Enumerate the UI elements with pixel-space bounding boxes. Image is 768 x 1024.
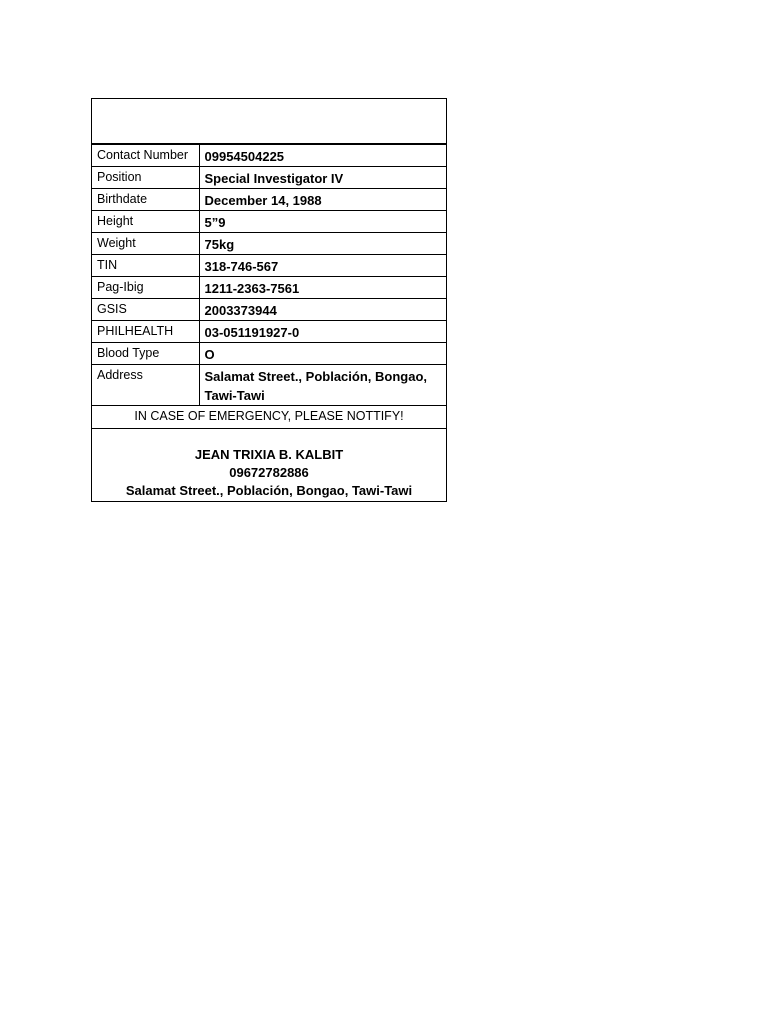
emergency-contact (92, 428, 446, 501)
address-label: Address (92, 365, 199, 406)
table-row (92, 255, 446, 277)
table-row (92, 189, 446, 211)
table-row (92, 321, 446, 343)
tin-value: 318-746-567 (199, 255, 446, 277)
table-row (92, 343, 446, 365)
table-row (92, 299, 446, 321)
position-value: Special Investigator IV (199, 167, 446, 189)
gsis-value: 2003373944 (199, 299, 446, 321)
philhealth-value: 03-051191927-0 (199, 321, 446, 343)
address-value: Salamat Street., Población, Bongao, Tawi-Tawi (199, 365, 446, 406)
id-info-card (91, 98, 447, 502)
pag-ibig-value: 1211-2363-7561 (199, 277, 446, 299)
card-header-blank (92, 99, 446, 145)
emergency-notice: IN CASE OF EMERGENCY, PLEASE NOTTIFY! (92, 405, 446, 428)
weight-label: Weight (92, 233, 199, 255)
gsis-label: GSIS (92, 299, 199, 321)
emergency-contact-phone: 09672782886 (229, 465, 309, 480)
table-row (92, 167, 446, 189)
contact-number-label: Contact Number (92, 145, 199, 167)
blood-type-label: Blood Type (92, 343, 199, 365)
blood-type-value: O (199, 343, 446, 365)
personal-info-table (92, 145, 446, 405)
table-row (92, 145, 446, 167)
height-value: 5”9 (199, 211, 446, 233)
emergency-contact-name: JEAN TRIXIA B. KALBIT (194, 447, 344, 462)
weight-value: 75kg (199, 233, 446, 255)
birthdate-value: December 14, 1988 (199, 189, 446, 211)
table-row (92, 277, 446, 299)
birthdate-label: Birthdate (92, 189, 199, 211)
tin-label: TIN (92, 255, 199, 277)
contact-number-value: 09954504225 (204, 149, 285, 164)
table-row (92, 365, 446, 406)
pag-ibig-label: Pag-Ibig (92, 277, 199, 299)
height-label: Height (92, 211, 199, 233)
table-row (92, 233, 446, 255)
position-label: Position (92, 167, 199, 189)
philhealth-label: PHILHEALTH (92, 321, 199, 343)
emergency-contact-address: Salamat Street., Población, Bongao, Tawi-Tawi (125, 483, 413, 498)
table-row (92, 211, 446, 233)
